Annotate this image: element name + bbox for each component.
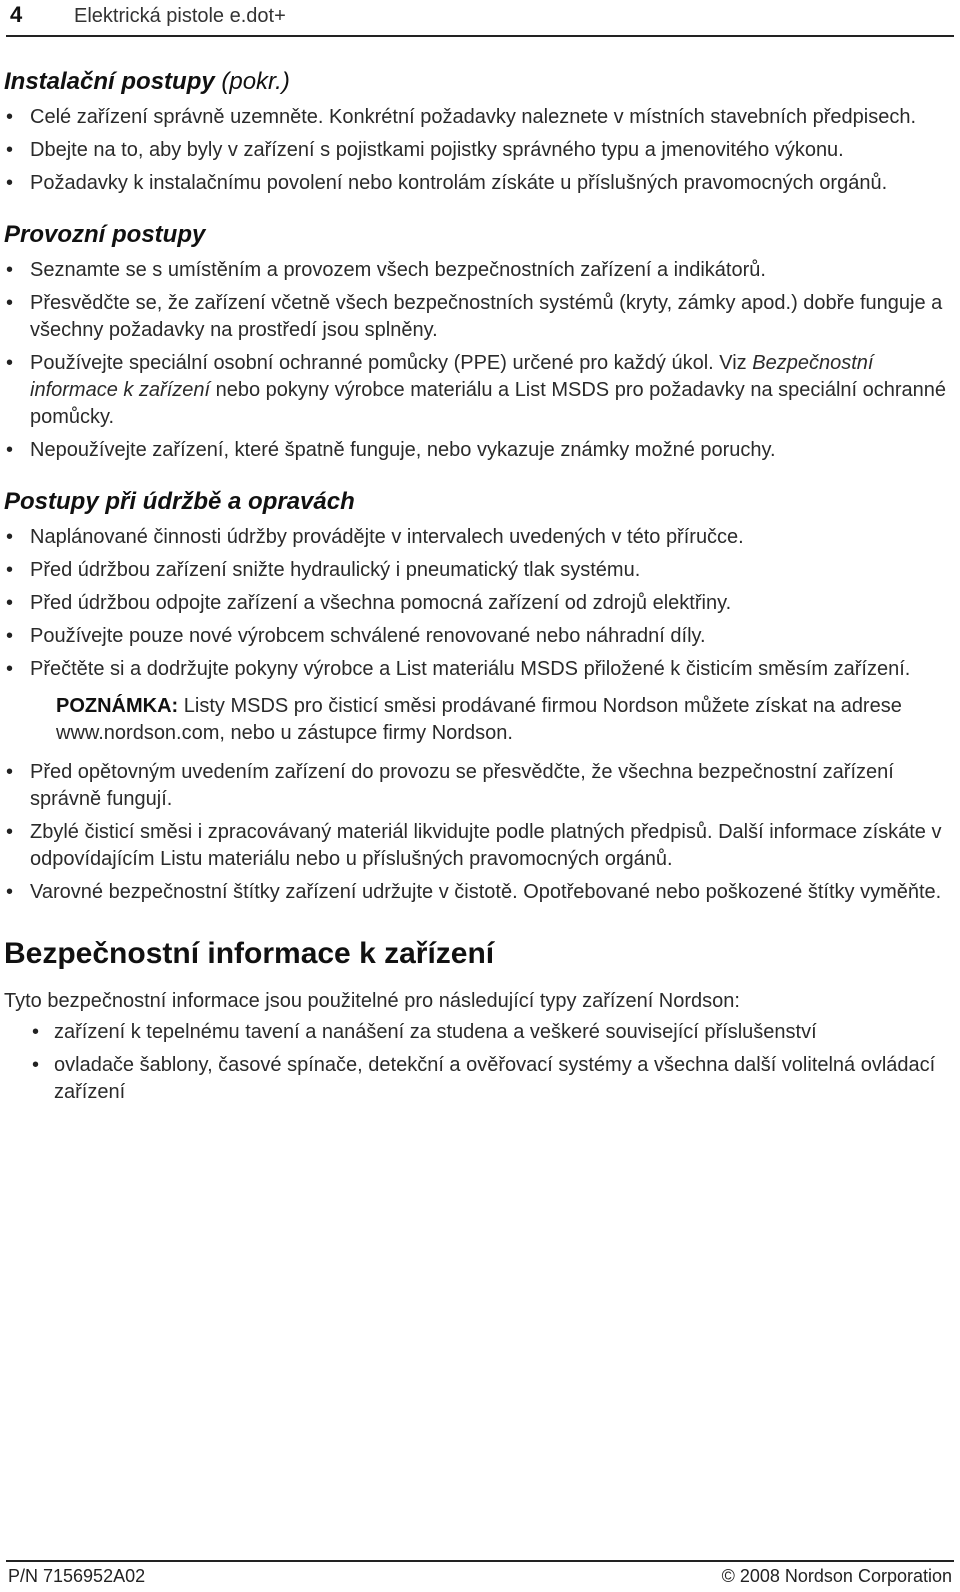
installation-list: [0, 104, 952, 197]
list-item: • Před údržbou zařízení snižte hydraulický i pneumatický tlak systému.: [0, 557, 952, 584]
list-text: Používejte speciální osobní ochranné pomůcky (PPE) určené pro každý úkol. Viz: [30, 352, 753, 374]
list-item: • Zbylé čisticí směsi i zpracovávaný materiál likvidujte podle platných předpisů. Další informace získáte v odpovídajícím Listu materiálu nebo u příslušných pravomocných orgánů.: [0, 819, 952, 873]
list-text: nebo pokyny výrobce materiálu a List MSDS pro požadavky na speciální ochranné pomůcky.: [30, 379, 947, 428]
equipment-list: [0, 1019, 952, 1106]
page-content: [0, 66, 952, 1112]
operation-list: [0, 257, 952, 464]
list-item: • Seznamte se s umístěním a provozem všech bezpečnostních zařízení a indikátorů.: [0, 257, 952, 284]
document-title: Elektrická pistole e.dot+: [74, 5, 286, 27]
running-footer: [6, 1560, 954, 1592]
list-item: • Používejte pouze nové výrobcem schválené renovované nebo náhradní díly.: [0, 623, 952, 650]
section-title: Instalační postupy: [4, 68, 215, 95]
list-item: • Přesvědčte se, že zařízení včetně všech bezpečnostních systémů (kryty, zámky apod.) dobře funguje a všechny požadavky na prostředí jsou splněny.: [0, 290, 952, 344]
note-text: Listy MSDS pro čisticí směsi prodávané firmou Nordson můžete získat na adrese www.nordson.com, nebo u zástupce firmy Nordson.: [56, 695, 902, 744]
section-heading-maintenance: Postupy při údržbě a opravách: [4, 488, 355, 515]
section-heading-equipment-safety: Bezpečnostní informace k zařízení: [4, 937, 495, 970]
intro-paragraph: Tyto bezpečnostní informace jsou použitelné pro následující typy zařízení Nordson:: [4, 990, 740, 1012]
list-item: • Před opětovným uvedením zařízení do provozu se přesvědčte, že všechna bezpečnostní zařízení správně fungují.: [0, 759, 952, 813]
list-item: • Celé zařízení správně uzemněte. Konkrétní požadavky naleznete v místních stavebních předpisech.: [0, 104, 952, 131]
section-heading-operation: Provozní postupy: [4, 221, 206, 248]
note-label: POZNÁMKA:: [56, 695, 179, 717]
copyright: © 2008 Nordson Corporation: [721, 1566, 952, 1586]
running-header: [6, 0, 954, 37]
list-item: • zařízení k tepelnému tavení a nanášení za studena a veškeré související příslušenství: [0, 1019, 952, 1046]
list-item: • Nepoužívejte zařízení, které špatně funguje, nebo vykazuje známky možné poruchy.: [0, 437, 952, 464]
section-heading-installation: [4, 66, 952, 98]
maintenance-list-continued: [0, 759, 952, 906]
list-item: • Varovné bezpečnostní štítky zařízení udržujte v čistotě. Opotřebované nebo poškozené štítky vyměňte.: [0, 879, 952, 906]
list-item: • Naplánované činnosti údržby provádějte v intervalech uvedených v této příručce.: [0, 524, 952, 551]
maintenance-list: [0, 524, 952, 683]
cross-reference: Bezpečnostní informace k zařízení: [30, 352, 874, 401]
page-number: 4: [10, 2, 23, 27]
note: [56, 693, 952, 747]
list-item: • Přečtěte si a dodržujte pokyny výrobce a List materiálu MSDS přiložené k čisticím směsím zařízení.: [0, 656, 952, 683]
list-item: • Dbejte na to, aby byly v zařízení s pojistkami pojistky správného typu a jmenovitého výkonu.: [0, 137, 952, 164]
section-title-suffix: (pokr.): [214, 68, 290, 95]
list-item: • Před údržbou odpojte zařízení a všechna pomocná zařízení od zdrojů elektřiny.: [0, 590, 952, 617]
list-item: • ovladače šablony, časové spínače, detekční a ověřovací systémy a všechna další volitelná ovládací zařízení: [0, 1052, 952, 1106]
list-item: • Požadavky k instalačnímu povolení nebo kontrolám získáte u příslušných pravomocných orgánů.: [0, 170, 952, 197]
part-number: P/N 7156952A02: [8, 1566, 146, 1586]
list-item: [0, 350, 952, 431]
